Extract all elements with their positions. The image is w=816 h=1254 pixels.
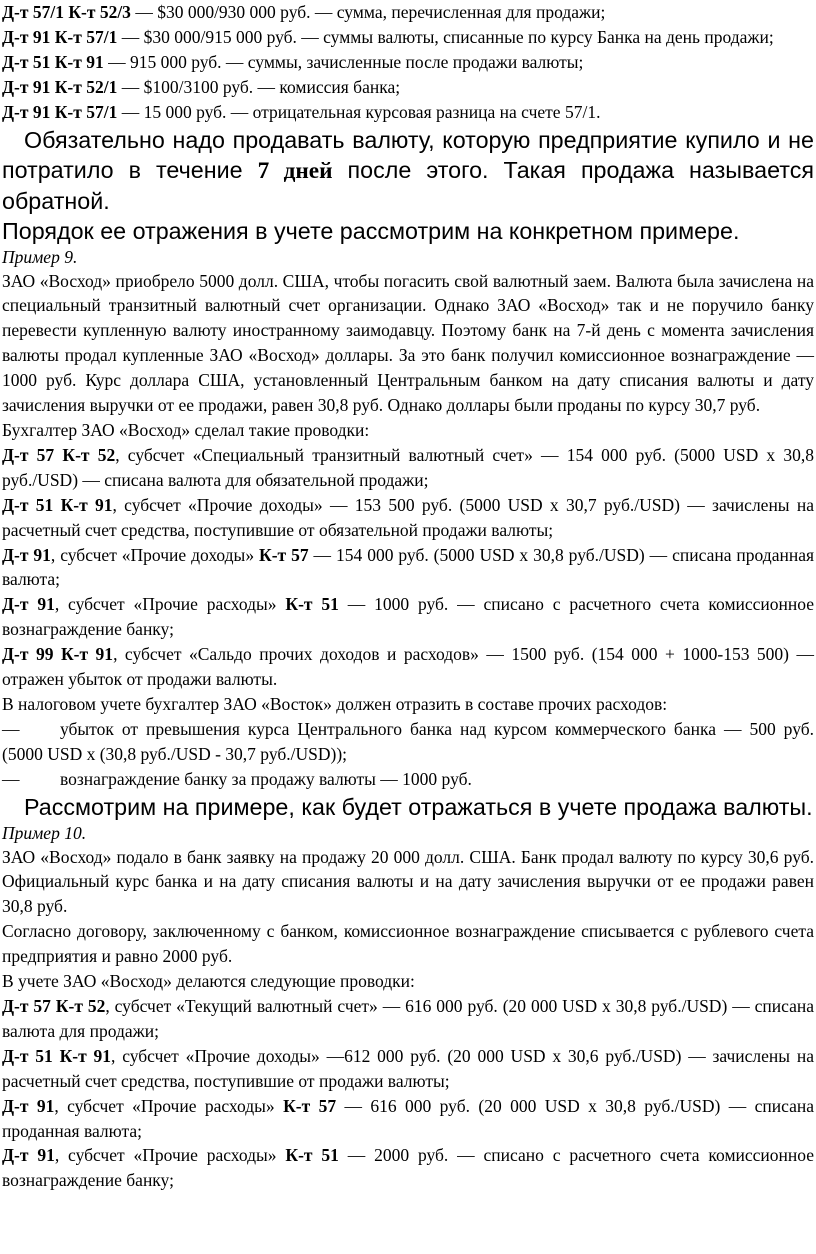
entry-description: — 154 000 руб. (5000 USD х 30,8 руб./USD) — списана проданная валюта; (2, 544, 815, 590)
paragraph: ЗАО «Восход» подало в банк заявку на продажу 20 000 долл. США. Банк продал валюту по курсу 30,6 руб. Официальный курс банка и на дату списания валюты и на дату зачисления выручки от ее продажи равен 30,8 руб. (2, 846, 814, 917)
entry-subaccount: , субсчет «Прочие расходы» (54, 1145, 286, 1166)
entry-description: — 1000 руб. — списано с расчетного счета комиссионное вознаграждение банку; (2, 594, 814, 640)
list-item (2, 767, 814, 792)
entry-description: — 616 000 руб. (20 000 USD х 30,8 руб./USD) — списана проданная валюта; (2, 1095, 814, 1141)
accounting-entry (2, 1044, 814, 1094)
entry-accounts: Д-т 99 К-т 91 (2, 644, 114, 665)
paragraph: В учете ЗАО «Восход» делаются следующие проводки: (2, 971, 415, 992)
entry-accounts: Д-т 51 К-т 91 (2, 51, 104, 72)
entry-debit: Д-т 91 (2, 594, 55, 615)
paragraph: ЗАО «Восход» приобрело 5000 долл. США, чтобы погасить свой валютный заем. Валюта была зачислена на специальный транзитный валютный счет организации. Однако ЗАО «Восход» так и не поручило банку перевести купленную валюту иностранному заимодавцу. Поэтому банк на 7-й день с момента зачисления валюты продал купленные ЗАО «Восход» доллары. За это банк получил комиссионное вознаграждение — 1000 руб. Курс доллара США, установленный Центральным банком на дату списания валюты и дату зачисления выручки от ее продажи, равен 30,8 руб. Однако доллары были проданы по курсу 30,7 руб. (2, 270, 814, 416)
accounting-entry (2, 642, 814, 692)
accounting-entry (2, 994, 814, 1044)
large-paragraph: Порядок ее отражения в учете рассмотрим на конкретном примере. (2, 217, 740, 244)
entry-accounts: Д-т 57 К-т 52 (2, 444, 116, 465)
accounting-entry (2, 75, 814, 100)
entry-description: — $100/3100 руб. — комиссия банка; (117, 76, 401, 97)
entry-description: , субсчет «Прочие доходы» — 153 500 руб. (5000 USD х 30,7 руб./USD) — зачислены на расчетный счет средства, поступившие от обязательной продажи валюты; (2, 494, 814, 540)
list-item (2, 717, 814, 767)
paragraph: В налоговом учете бухгалтер ЗАО «Восток» должен отразить в составе прочих расходов: (2, 693, 668, 714)
entry-debit: Д-т 91 (2, 544, 51, 565)
entry-description: — 915 000 руб. — суммы, зачисленные после продажи валюты; (103, 51, 584, 72)
accounting-entry (2, 1094, 814, 1144)
list-item-text: вознаграждение банку за продажу валюты — 1000 руб. (60, 768, 472, 789)
paragraph: Бухгалтер ЗАО «Восход» сделал такие проводки: (2, 419, 370, 440)
entry-description: , субсчет «Специальный транзитный валютный счет» — 154 000 руб. (5000 USD х 30,8 руб./USD) — списана валюта для обязательной продажи; (2, 444, 814, 490)
entry-description: — 2000 руб. — списано с расчетного счета комиссионное вознаграждение банку; (2, 1145, 814, 1191)
entry-accounts: Д-т 91 К-т 57/1 (2, 101, 118, 122)
entry-credit: К-т 51 (285, 594, 339, 615)
entry-description: , субсчет «Сальдо прочих доходов и расходов» — 1500 руб. (154 000 + 1000-153 500) — отражен убыток от продажи валюты. (2, 644, 815, 690)
entry-accounts: Д-т 57 К-т 52 (2, 996, 106, 1016)
entry-subaccount: , субсчет «Прочие расходы» (54, 1095, 284, 1116)
entry-description: — $30 000/915 000 руб. — суммы валюты, списанные по курсу Банка на день продажи; (117, 26, 774, 47)
entry-debit: Д-т 91 (2, 1095, 55, 1116)
list-item-text: убыток от превышения курса Центрального банка над курсом коммерческого банка — 500 руб. (5000 USD х (30,8 руб./USD - 30,7 руб./USD)); (2, 718, 814, 764)
entry-accounts: Д-т 51 К-т 91 (2, 1045, 112, 1066)
entry-description: — 15 000 руб. — отрицательная курсовая разница на счете 57/1. (117, 101, 601, 122)
accounting-entry (2, 50, 814, 75)
paragraph: Согласно договору, заключенному с банком, комиссионное вознаграждение списывается с рублевого счета предприятия и равно 2000 руб. (2, 921, 814, 967)
list-dash: — (2, 718, 20, 739)
entry-subaccount: , субсчет «Прочие расходы» (54, 594, 286, 615)
entry-description: , субсчет «Текущий валютный счет» — 616 000 руб. (20 000 USD х 30,8 руб./USD) — списана валюта для продажи; (2, 996, 814, 1041)
entry-debit: Д-т 91 (2, 1145, 55, 1166)
accounting-entry (2, 443, 814, 493)
example-label: Пример 10. (2, 822, 87, 843)
example-label: Пример 9. (2, 246, 78, 267)
entry-accounts: Д-т 51 К-т 91 (2, 494, 113, 515)
accounting-entry (2, 0, 814, 25)
accounting-entry (2, 1143, 814, 1193)
accounting-entry (2, 543, 814, 593)
accounting-entry (2, 592, 814, 642)
entry-description: , субсчет «Прочие доходы» —612 000 руб. (20 000 USD х 30,6 руб./USD) — зачислены на расчетный счет средства, поступившие от продажи валюты; (2, 1045, 815, 1091)
entry-credit: К-т 57 (259, 544, 309, 565)
accounting-entry (2, 25, 814, 50)
entry-credit: К-т 51 (285, 1145, 339, 1166)
accounting-entry (2, 493, 814, 543)
entry-accounts: Д-т 57/1 К-т 52/3 (2, 2, 131, 22)
large-paragraph: Рассмотрим на примере, как будет отражаться в учете продажа валюты. (24, 793, 813, 820)
entry-description: — $30 000/930 000 руб. — сумма, перечисленная для продажи; (130, 2, 606, 22)
large-paragraph: Обязательно надо продавать валюту, которую предприятие купило и не потратило в течение 7 дней после этого. Такая продажа называется обратной. (2, 126, 814, 214)
entry-subaccount: , субсчет «Прочие доходы» (50, 544, 260, 565)
list-dash: — (2, 768, 20, 789)
accounting-entry (2, 100, 814, 125)
emphasis: 7 дней (257, 157, 333, 184)
entry-credit: К-т 57 (283, 1095, 337, 1116)
entry-accounts: Д-т 91 К-т 57/1 (2, 26, 118, 47)
entry-accounts: Д-т 91 К-т 52/1 (2, 76, 118, 97)
